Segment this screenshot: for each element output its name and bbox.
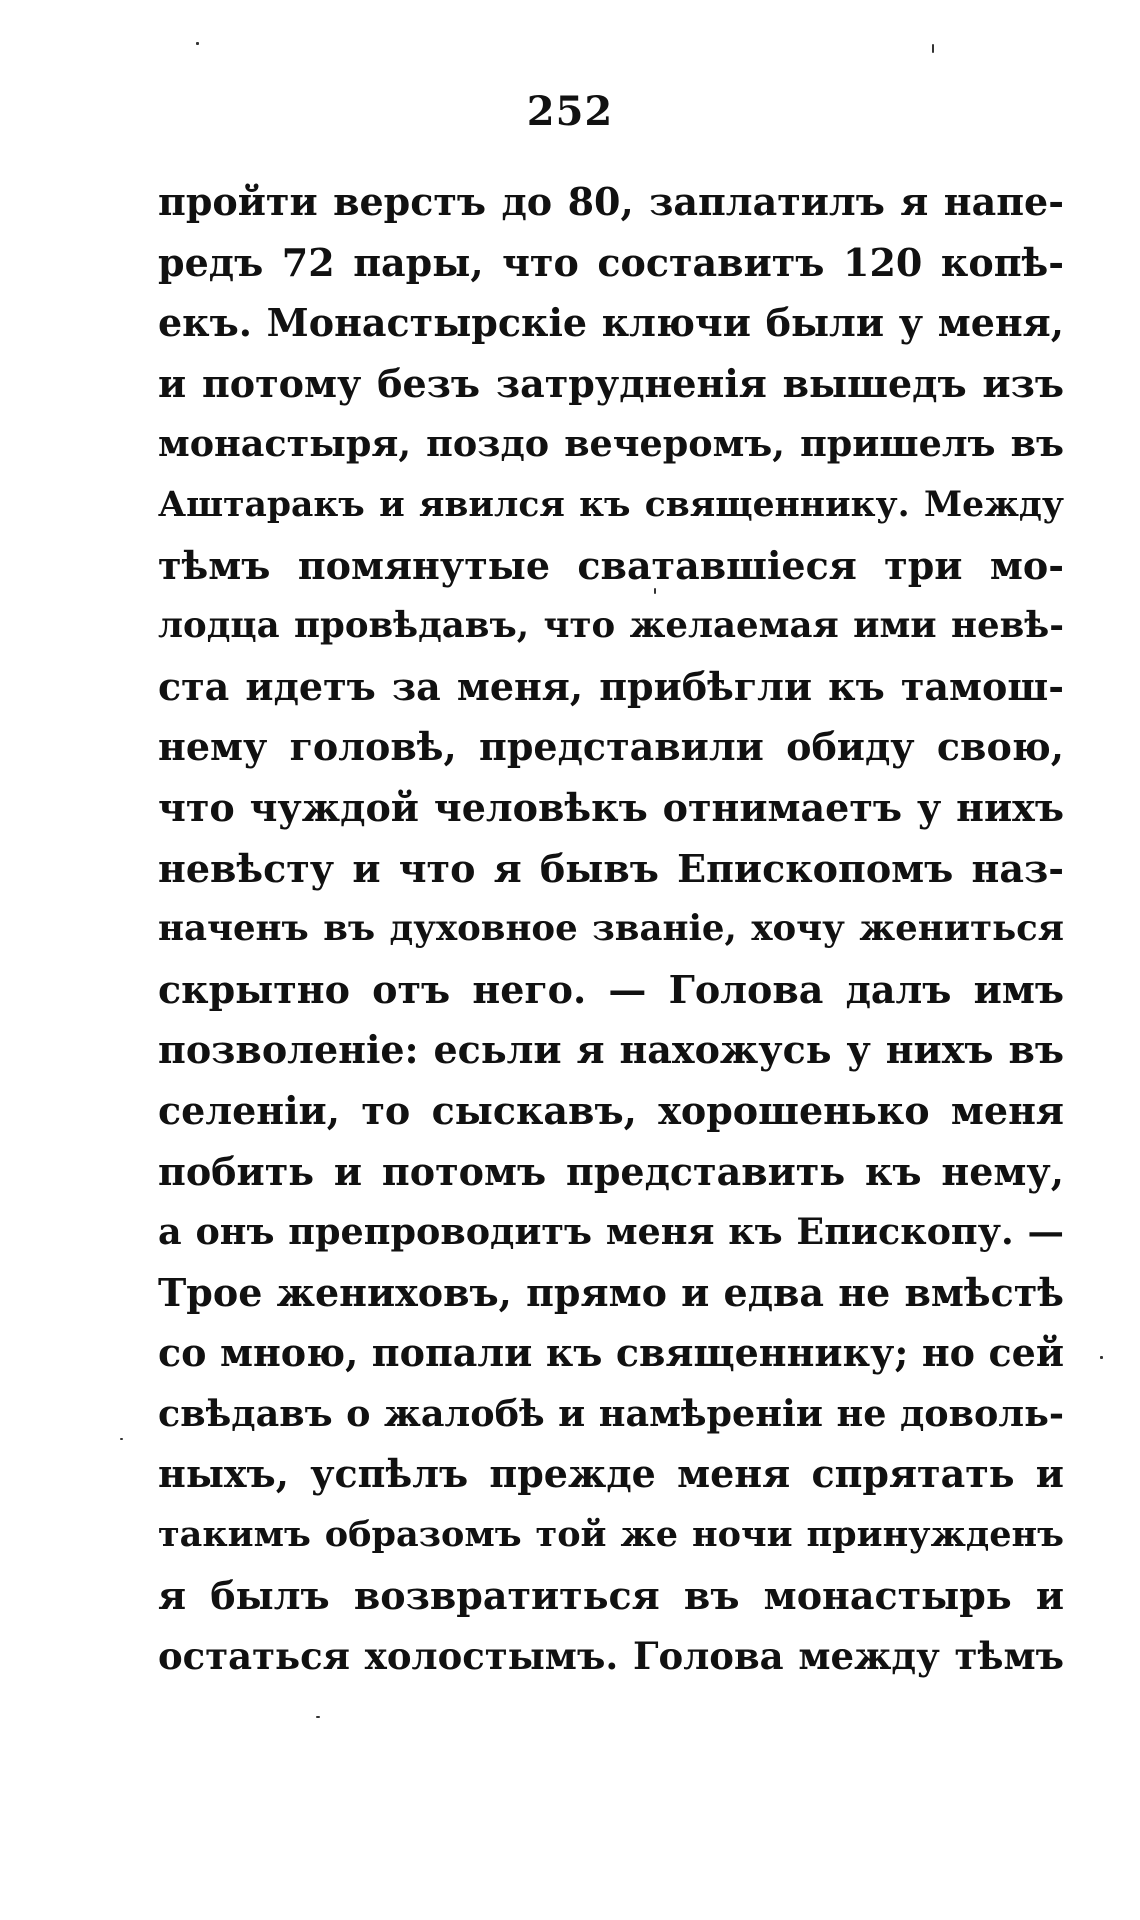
text-line: ныхъ, успѣлъ прежде меня спрятать и [158, 1451, 1064, 1497]
text-line: остаться холостымъ. Голова между тѣмъ [158, 1634, 1064, 1679]
text-line: скрытно отъ него. — Голова далъ имъ [158, 966, 1064, 1012]
text-line: монастыря, поздо вечеромъ, пришелъ въ [158, 422, 1064, 466]
text-line: редъ 72 пары, что составитъ 120 копѣ- [158, 239, 1064, 285]
text-line: тѣмъ помянутые сватавшіеся три мо- [158, 542, 1064, 588]
scan-speck [316, 1716, 320, 1718]
text-line: невѣсту и что я бывъ Епископомъ наз- [158, 845, 1064, 891]
page-number: 252 [526, 88, 614, 135]
text-line: нему головѣ, представили обиду свою, [158, 724, 1064, 770]
text-line: побить и потомъ представить къ нему, [158, 1148, 1064, 1194]
body-text [158, 172, 1064, 1687]
text-line: со мною, попали къ священнику; но сей [158, 1330, 1064, 1376]
text-line: свѣдавъ о жалобѣ и намѣреніи не доволь- [158, 1391, 1064, 1435]
scan-speck [932, 44, 934, 53]
text-line: Аштаракъ и явился къ священнику. Между [158, 484, 1064, 525]
text-line: а онъ препроводитъ меня къ Епископу. — [158, 1210, 1064, 1254]
text-line: наченъ въ духовное званіе, хочу жениться [158, 908, 1064, 950]
text-line: и потому безъ затрудненія вышедъ изъ [158, 360, 1064, 406]
text-line: я былъ возвратиться въ монастырь и [158, 1572, 1064, 1618]
text-line: пройти верстъ до 80, заплатилъ я напе- [158, 179, 1064, 224]
text-line: такимъ образомъ той же ночи принужденъ [158, 1514, 1064, 1556]
scan-speck [120, 1438, 123, 1440]
text-line: лодца провѣдавъ, что желаемая ими невѣ- [158, 605, 1064, 647]
text-line: селеніи, то сыскавъ, хорошенько меня [158, 1087, 1064, 1133]
scan-speck [1100, 1356, 1103, 1359]
text-line: Трое жениховъ, прямо и едва не вмѣстѣ [158, 1269, 1064, 1315]
text-line: позволеніе: есьли я нахожусь у нихъ въ [158, 1027, 1064, 1073]
text-line: ста идетъ за меня, прибѣгли къ тамош- [158, 663, 1064, 709]
text-line: что чуждой человѣкъ отнимаетъ у нихъ [158, 784, 1064, 830]
scan-speck [196, 42, 199, 45]
text-line: екъ. Монастырскіе ключи были у меня, [158, 300, 1064, 346]
scan-speck [654, 588, 656, 594]
